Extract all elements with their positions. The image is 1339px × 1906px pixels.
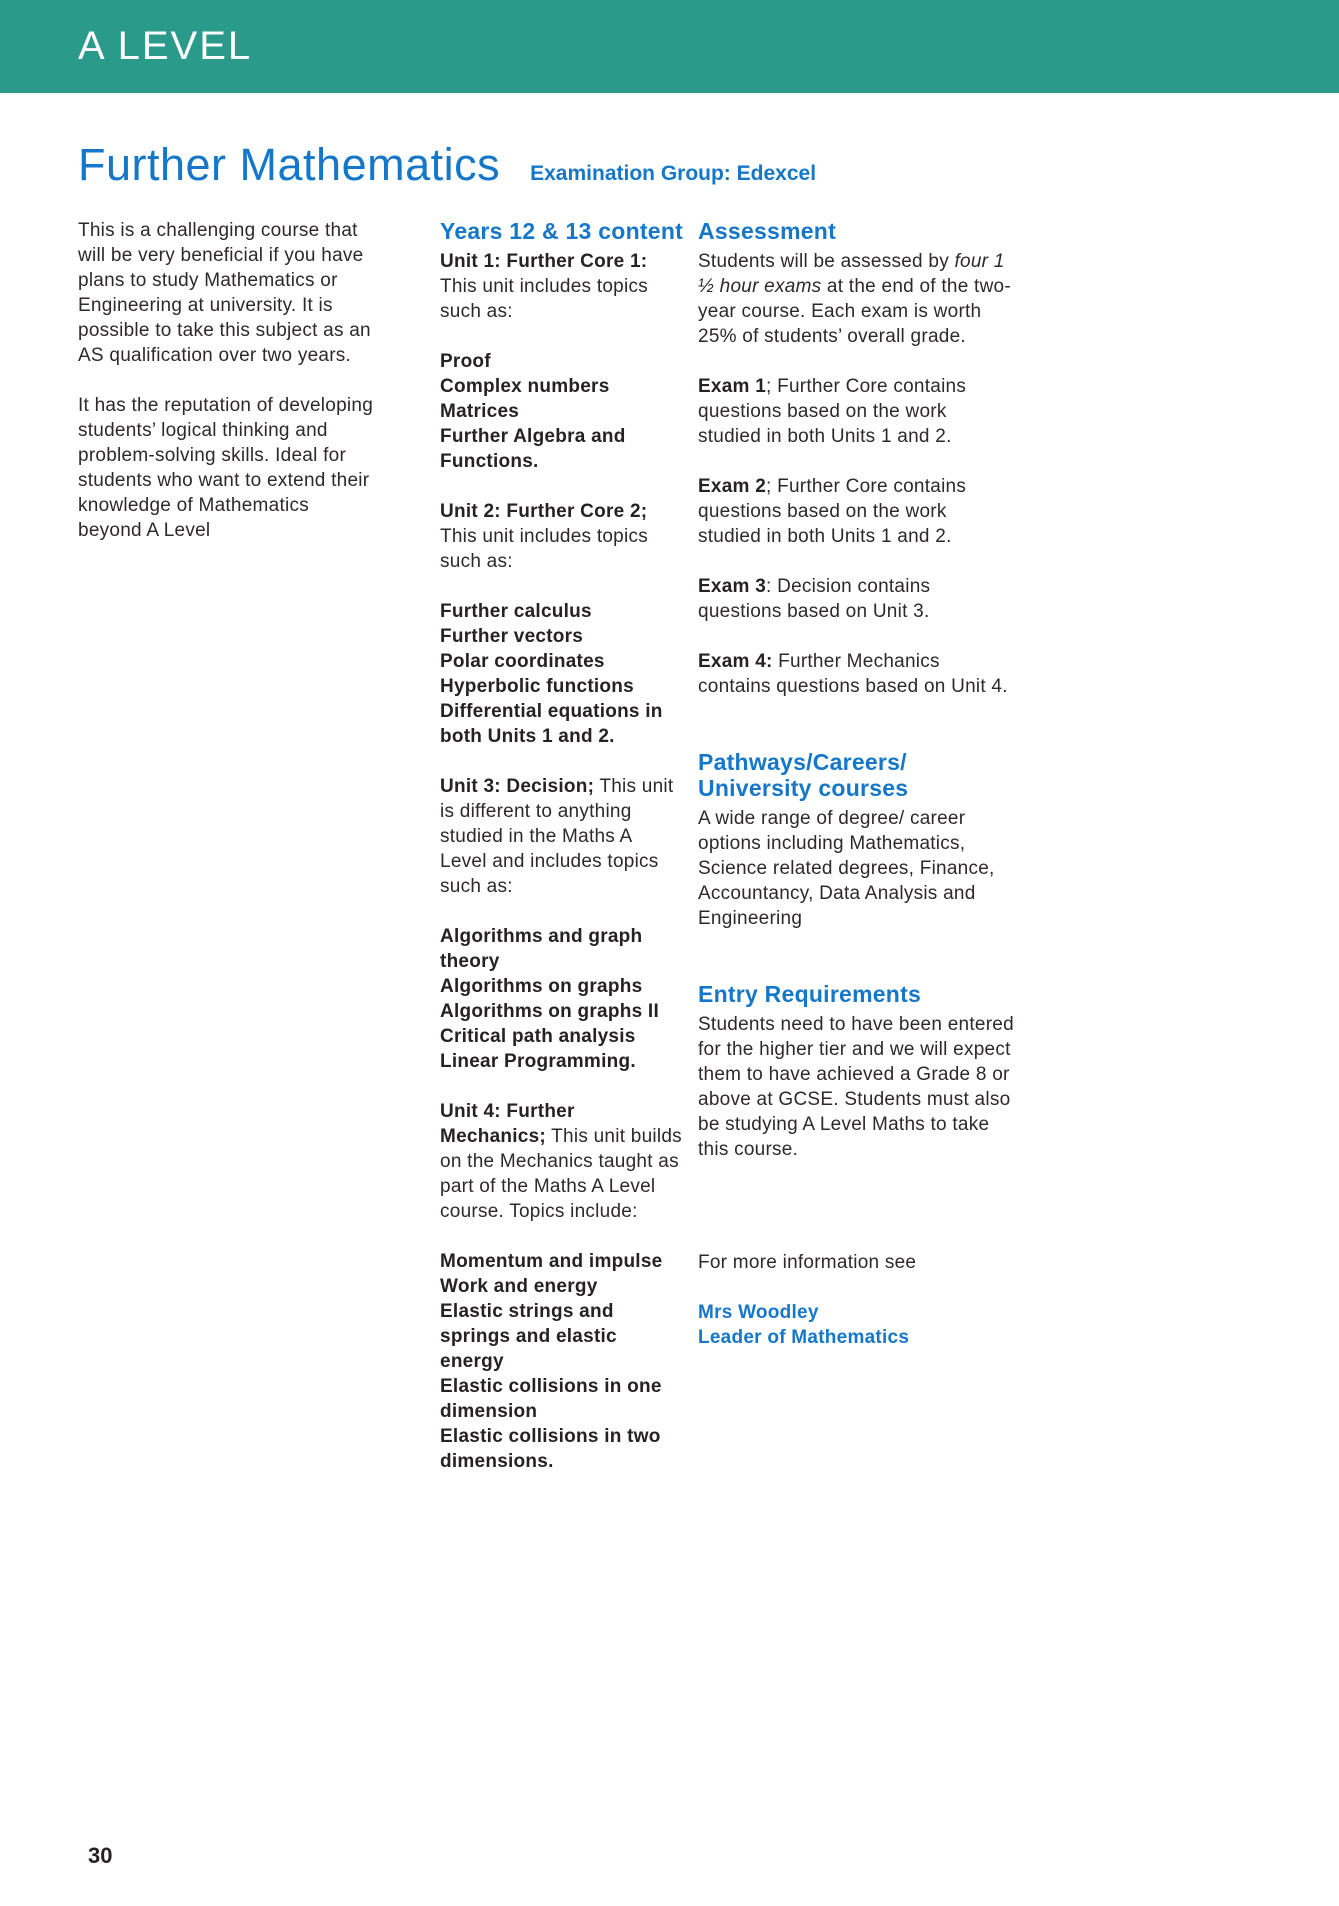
unit-2-topic: Differential equations in both Units 1 and 2. — [440, 701, 663, 748]
unit-2-lead: This unit includes topics such as: — [440, 526, 648, 573]
exam-3-label: Exam 3 — [698, 576, 767, 598]
unit-1-lead: This unit includes topics such as: — [440, 276, 648, 323]
unit-1-title: Unit 1: Further Core 1: — [440, 251, 648, 273]
page-title: Further Mathematics — [78, 139, 501, 190]
assessment-heading: Assessment — [698, 218, 837, 245]
unit-3-topic: Linear Programming. — [440, 1051, 636, 1073]
exam-4-label: Exam 4: — [698, 651, 773, 673]
entry-requirements-heading: Entry Requirements — [698, 981, 922, 1008]
pathways-heading-line2: University courses — [698, 775, 909, 802]
unit-1-topic: Complex numbers — [440, 376, 610, 398]
unit-2-topic: Further calculus — [440, 601, 592, 623]
pathways-heading — [698, 749, 1014, 801]
unit-4-topic: Momentum and impulse — [440, 1251, 663, 1273]
exam-group-label: Examination Group: Edexcel — [530, 162, 817, 185]
unit-2-topic: Hyperbolic functions — [440, 676, 634, 698]
assessment-intro-suffix: at the end of the two-year course. Each exam is worth 25% of students’ overall grade. — [698, 276, 1011, 348]
assessment-intro-prefix: Students will be assessed by — [698, 251, 955, 273]
unit-1-topic: Matrices — [440, 401, 520, 423]
unit-3-topic: Algorithms on graphs II — [440, 1001, 659, 1023]
unit-4-lead: This unit builds on the Mechanics taught as part of the Maths A Level course. Topics include: — [440, 1126, 682, 1223]
contact-role: Leader of Mathematics — [698, 1327, 910, 1349]
exam-1-paragraph — [698, 374, 1014, 449]
a-level-banner — [0, 0, 1339, 93]
page-number: 30 — [88, 1843, 113, 1868]
unit-3-topic: Algorithms and graph theory — [440, 926, 643, 973]
pathways-body: A wide range of degree/ career options including Mathematics, Science related degrees, Finance, Accountancy, Data Analysis and Engineering — [698, 808, 995, 930]
unit-4-head — [440, 1099, 682, 1224]
exam-4-paragraph — [698, 649, 1014, 699]
exam-2-text: ; Further Core contains questions based on the work studied in both Units 1 and 2. — [698, 476, 967, 548]
unit-1-block — [440, 249, 682, 474]
unit-4-title: Unit 4: Further Mechanics; — [440, 1101, 575, 1148]
assessment-intro-italic: four 1 ½ hour exams — [698, 251, 1005, 298]
assessment-column — [698, 218, 1014, 1474]
unit-4-topic: Work and energy — [440, 1276, 598, 1298]
unit-3-block — [440, 774, 682, 1074]
unit-1-head — [440, 249, 682, 324]
intro-column — [78, 218, 374, 1474]
exam-4-text: Further Mechanics contains questions based on Unit 4. — [698, 651, 1008, 698]
exam-3-text: : Decision contains questions based on Unit 3. — [698, 576, 931, 623]
unit-2-title: Unit 2: Further Core 2; — [440, 501, 648, 523]
unit-4-topic: Elastic collisions in two dimensions. — [440, 1426, 661, 1473]
unit-2-topic: Polar coordinates — [440, 651, 605, 673]
unit-3-topic: Critical path analysis — [440, 1026, 636, 1048]
contact-block — [698, 1250, 1014, 1350]
exam-2-label: Exam 2 — [698, 476, 767, 498]
unit-2-topic: Further vectors — [440, 626, 584, 648]
intro-paragraph-1: This is a challenging course that will be very beneficial if you have plans to study Mathematics or Engineering at university. It is possible to take this subject as an AS qualification over two years. — [78, 220, 371, 367]
exam-1-label: Exam 1 — [698, 376, 767, 398]
unit-1-topic: Further Algebra and Functions. — [440, 426, 626, 473]
intro-paragraph-2: It has the reputation of developing students’ logical thinking and problem-solving skills. Ideal for students who want to extend their knowledge of Mathematics beyond A Level — [78, 395, 374, 542]
unit-4-block — [440, 1099, 682, 1474]
banner-label: A LEVEL — [78, 24, 253, 68]
unit-3-lead: This unit is different to anything studied in the Maths A Level and includes topics such as: — [440, 776, 674, 898]
course-content-column — [440, 218, 682, 1474]
contact-name: Mrs Woodley — [698, 1302, 819, 1324]
unit-2-head — [440, 499, 682, 574]
content-heading: Years 12 & 13 content — [440, 218, 684, 245]
unit-1-topic: Proof — [440, 351, 491, 373]
pathways-heading-line1: Pathways/Careers/ — [698, 749, 907, 776]
unit-3-topic: Algorithms on graphs — [440, 976, 643, 998]
content-columns — [0, 218, 1339, 1474]
unit-2-block — [440, 499, 682, 749]
unit-4-topic: Elastic strings and springs and elastic energy — [440, 1301, 617, 1373]
assessment-intro — [698, 249, 1014, 349]
unit-3-title: Unit 3: Decision; — [440, 776, 595, 798]
contact-prefix: For more information see — [698, 1252, 917, 1274]
unit-4-topic: Elastic collisions in one dimension — [440, 1376, 662, 1423]
exam-2-paragraph — [698, 474, 1014, 549]
entry-requirements-body: Students need to have been entered for the higher tier and we will expect them to have achieved a Grade 8 or above at GCSE. Students must also be studying A Level Maths to take this course. — [698, 1014, 1014, 1161]
unit-3-head — [440, 774, 682, 899]
title-row — [0, 141, 1339, 188]
exam-1-text: ; Further Core contains questions based on the work studied in both Units 1 and 2. — [698, 376, 967, 448]
exam-3-paragraph — [698, 574, 1014, 624]
